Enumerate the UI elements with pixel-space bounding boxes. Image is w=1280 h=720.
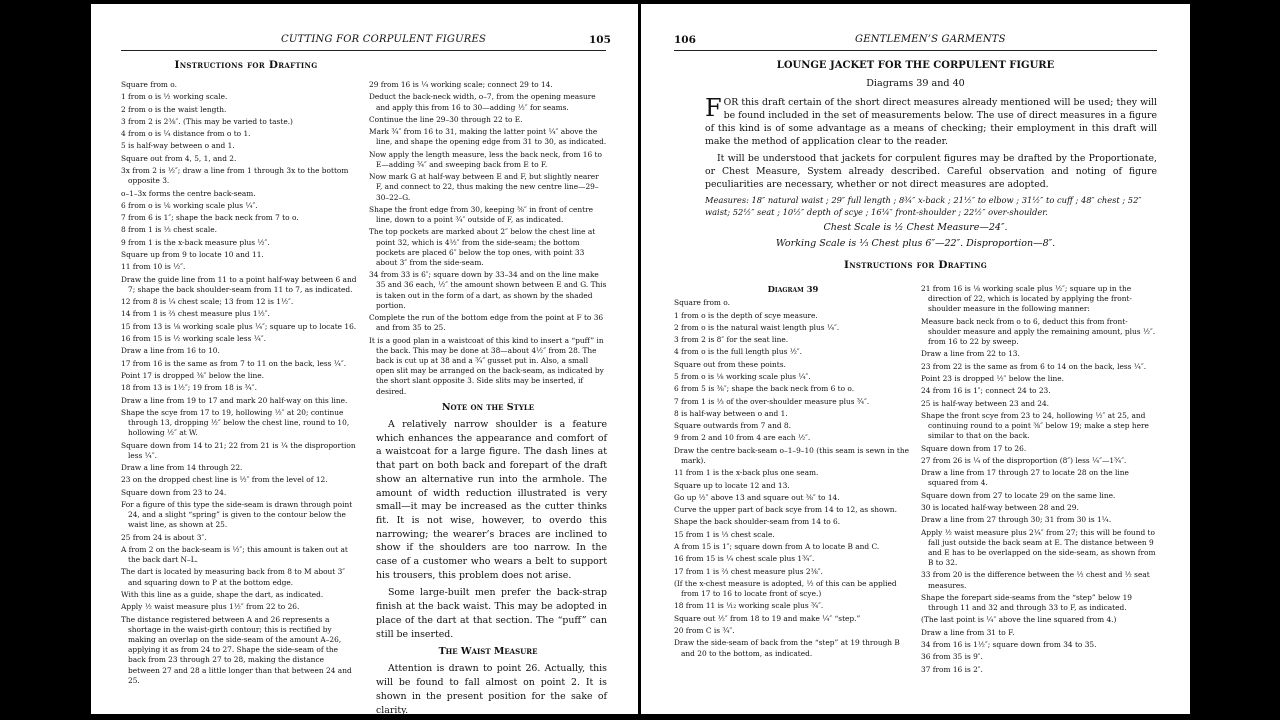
instruction-step: 17 from 16 is the same as from 7 to 11 on the back, less ¼″. [121,358,347,368]
instruction-step: Draw the centre back-seam o–1–9–10 (this seam is sewn in the mark). [674,445,909,465]
instruction-step: Shape the forepart side-seams from the “step” below 19 through 11 and 32 and through 33 to F, as indicated. [921,592,1132,613]
instruction-step: Draw the guide line from 11 to a point half-way between 6 and 7; shape the back shoulder-seam from 11 to 7, as indicated. [121,274,357,294]
instruction-step: Square from o. [121,80,177,89]
waist-body [369,662,607,714]
instruction-step: 8 from 1 is ⅓ chest scale. [121,225,218,235]
page-number: 106 [674,34,696,46]
instruction-step: 15 from 13 is ⅛ working scale plus ¼″; square up to locate 16. [121,321,357,331]
right-instructions-column-1 [674,284,912,661]
instruction-step: Point 17 is dropped ⅜″ below the line. [121,370,264,380]
left-instructions-column-1 [121,80,358,688]
instruction-step: 9 from 2 and 10 from 4 are each ½″. [674,433,811,443]
instruction-step: Draw a line from 31 to F. [921,627,1015,637]
diagram-heading: Diagram 39 [767,284,819,294]
running-head: GENTLEMEN’S GARMENTS [855,34,1006,45]
instruction-step: 3 from 2 is 2⅜″. (This may be varied to taste.) [121,116,293,126]
instruction-step: Point 23 is dropped ½″ below the line. [921,374,1064,383]
instruction-step: Measure back neck from o to 6, deduct this from front-shoulder measure and apply the remaining amount, plus ½″. from 16 to 22 by sweep. [921,316,1156,347]
instruction-step: With this line as a guide, shape the dart, as indicated. [121,589,324,599]
instruction-step: The distance registered between A and 26 represents a shortage in the waist-girth contour; this is rectified by making an overlap on the side-seam of the amount A–26, applying it as from 24 to 27. Shape the side-seam of the back from 23 through 27 to 28, making the distance between 27 and 28 a little longer than that between 24 and 25. [121,614,352,685]
instruction-step: A from 2 on the back-seam is ½″; this amount is taken out at the back dart N–L. [121,544,348,565]
instruction-step: Square down from 14 to 21; 22 from 21 is ¼ the disproportion less ¼″. [121,440,356,460]
instruction-step: Shape the scye from 17 to 19, hollowing ½″ at 20; continue through 13, dropping ½″ below the chest line, round to 10, hollowing ½″ at W. [121,407,350,438]
running-head: CUTTING FOR CORPULENT FIGURES [281,34,486,45]
instruction-step: 14 from 1 is ⅔ chest measure plus 1½″. [121,309,270,319]
instruction-step: 18 from 11 is ¹⁄₁₂ working scale plus ¾″. [674,601,824,611]
instruction-step: Shape the back shoulder-seam from 14 to 6. [674,517,841,527]
instruction-step: 36 from 35 is 9″. [921,652,983,662]
instruction-step: 2 from o is the waist length. [121,104,227,114]
instruction-step: 20 from C is ¾″. [674,626,735,636]
working-scale: Working Scale is ⅓ Chest plus 6″—22″. Disproportion—8″. [775,238,1056,249]
instruction-step: Square outwards from 7 and 8. [674,421,791,431]
instruction-step: 7 from 6 is 1″; shape the back neck from 7 to o. [121,213,299,223]
instruction-step: Continue the line 29–30 through 22 to E. [369,114,523,124]
instruction-step: 25 is half-way between 23 and 24. [921,398,1050,408]
instruction-step: 21 from 16 is ⅛ working scale plus ½″; square up in the direction of 22, which is located by applying the front-shoulder measure in the following manner: [921,284,1132,314]
instruction-step: Draw the side-seam of back from the “step” at 19 through B and 20 to the bottom, as indicated. [674,638,900,658]
instruction-step: Apply ½ waist measure plus 2¼″ from 27; this will be found to fall just outside the back seam at E. The distance between 9 and E has to be overlapped on the side-seam, as shown from B to 32. [921,527,1156,568]
instruction-step: Draw a line from 27 through 30; 31 from 30 is 1¼. [921,515,1112,525]
drop-cap: F [705,94,722,122]
instruction-step: Mark ¾″ from 16 to 31, making the latter point ¼″ above the line, and shape the opening edge from 31 to 30, as indicated. [369,127,607,147]
instruction-step: (If the x-chest measure is adopted, ½ of this can be applied from 17 to 16 to locate front of scye.) [674,578,897,599]
intro [705,96,1157,195]
instruction-step: Square out ½″ from 18 to 19 and make ¼″ “step.” [674,613,861,623]
instruction-step: 16 from 15 is ½ working scale less ¼″. [121,334,266,344]
instruction-step: 33 from 20 is the difference between the ½ chest and ½ seat measures. [921,570,1150,590]
right-page [641,4,1190,714]
instruction-step: 3 from 2 is 8″ for the seat line. [674,335,789,345]
page-title: LOUNGE JACKET FOR THE CORPULENT FIGURE [776,60,1055,71]
page-number: 105 [589,34,611,46]
instruction-step: 25 from 24 is about 3″. [121,532,207,542]
instruction-step: The dart is located by measuring back from 8 to M about 3″ and squaring down to P at the bottom edge. [121,567,346,587]
instruction-step: Draw a line from 16 to 10. [121,346,220,356]
instruction-step: Draw a line from 14 through 22. [121,463,243,473]
instruction-step: 6 from o is ⅙ working scale plus ¼″. [121,200,258,210]
instruction-step: 11 from 10 is ½″. [121,262,186,272]
intro-paragraph-1: FOR this draft certain of the short direct measures already mentioned will be used; they will be found included in the set of measurements below. The use of direct measures in a figure of this kind is of some advantage as a means of checking; their employment in this draft will make the method of application clear to the reader. [705,94,1157,147]
instruction-step: Square up to locate 12 and 13. [674,480,790,490]
waist-heading: The Waist Measure [438,646,538,658]
header-rule [121,50,606,51]
instruction-step: 17 from 1 is ⅔ chest measure plus 2⅜″. [674,566,823,576]
instruction-step: 5 is half-way between o and 1. [121,141,235,151]
instruction-step: 23 on the dropped chest line is ½″ from the level of 12. [121,475,328,485]
instruction-step: Square from o. [674,298,730,308]
instruction-step: Square out from 4, 5, 1, and 2. [121,153,237,163]
instruction-step: Now mark G at half-way between E and F, but slightly nearer F, and connect to 22, thus making the new centre line—29–30–22–G. [369,172,599,202]
instruction-step: Draw a line from 17 through 27 to locate 28 on the line squared from 4. [921,468,1129,488]
instruction-step: 34 from 33 is 6″; square down by 33–34 and on the line make 35 and 36 each, ½″ the amount shown between E and G. This is taken out in the form of a dart, as shown by the shaded portion. [369,270,607,310]
instruction-step: Complete the run of the bottom edge from the point at F to 36 and from 35 to 25. [369,313,604,333]
instruction-step: 4 from o is ¼ distance from o to 1. [121,129,251,139]
instruction-step: Square down from 27 to locate 29 on the same line. [921,490,1116,500]
instruction-step: It is a good plan in a waistcoat of this kind to insert a “puff” in the back. This may be done at 38—about 4½″ from 28. The back is cut up at 38 and a ¾″ gusset put in. Also, a small open slit may be arranged on the back-seam, as indicated by the short slant opposite 3. Side slits may be inserted, if desired. [369,335,604,396]
left-page [91,4,638,714]
right-instructions-column-2 [921,284,1157,677]
note-body [369,418,607,641]
instruction-step: The top pockets are marked about 2″ below the chest line at point 32, which is 4½″ from the side-seam; the bottom pockets are placed 6″ below the top ones, with point 33 about 3″ from the side-seam. [369,227,596,267]
note-paragraph: A relatively narrow shoulder is a feature which enhances the appearance and comfort of a waistcoat for a large figure. The dash lines at that part on both back and forepart of the draft show an alternative run into the armhole. The amount of width reduction illustrated is very small—it may be increased as the cutter thinks fit. It is not wise, however, to overdo this narrowing; the wearer’s braces are inclined to show if the shoulders are too narrow. In the case of a customer who wears a belt to support his trousers, this problem does not arise. [376,419,607,581]
instruction-step: 9 from 1 is the x-back measure plus ½″. [121,237,270,247]
section-heading: Instructions for Drafting [844,259,987,271]
instruction-step: For a figure of this type the side-seam is drawn through point 24, and a slight “spring” is given to the contour below the waist line, as shown at 25. [121,499,353,530]
instruction-step: 6 from 5 is ⅜″; shape the back neck from 6 to o. [674,384,855,394]
instruction-step: 12 from 8 is ¼ chest scale; 13 from 12 is 1½″. [121,297,294,307]
instruction-step: 37 from 16 is 2″. [921,664,983,674]
instruction-step: 8 is half-way between o and 1. [674,408,788,418]
instruction-step: 24 from 16 is 1″; connect 24 to 23. [921,386,1051,396]
chest-scale: Chest Scale is ½ Chest Measure—24″. [823,222,1008,233]
instruction-step: Deduct the back-neck width, o–7, from the opening measure and apply this from 16 to 30—adding ½″ for seams. [369,92,596,112]
instruction-step: 5 from o is ⅛ working scale plus ¼″. [674,371,811,381]
instruction-step: 7 from 1 is ⅓ of the over-shoulder measure plus ¾″. [674,396,870,406]
instruction-step: 34 from 16 is 1½″; square down from 34 to 35. [921,640,1097,650]
note-paragraph: Some large-built men prefer the back-strap finish at the back waist. This may be adopted in place of the dart at that section. The “puff” can still be inserted. [376,587,607,640]
column-1-steps [674,298,912,659]
instruction-step: Square down from 17 to 26. [921,443,1027,453]
header-rule [674,50,1157,51]
instruction-step: Square down from 23 to 24. [121,487,227,497]
instruction-step: Go up ½″ above 13 and square out ⅜″ to 14. [674,492,840,502]
instruction-step: 16 from 15 is ¼ chest scale plus 1¾″. [674,554,815,564]
instruction-step: Shape the front scye from 23 to 24, hollowing ½″ at 25, and continuing round to a point ⅜″ below 19; make a step here similar to that on the back. [921,410,1149,441]
instruction-step: Square out from these points. [674,359,786,369]
instruction-step: 23 from 22 is the same as from 6 to 14 on the back, less ¼″. [921,361,1147,371]
waist-paragraph: Attention is drawn to point 26. Actually, this will be found to fall almost on point 2. It is shown in the present position for the sake of clarity. [376,663,607,714]
instruction-step: o–1–3x forms the centre back-seam. [121,188,256,198]
note-heading: Note on the Style [441,401,535,413]
instruction-step: 4 from o is the full length plus ½″. [674,347,803,357]
column-2-steps [369,80,607,397]
instruction-step: Draw a line from 19 to 17 and mark 20 half-way on this line. [121,395,348,405]
section-heading: Instructions for Drafting [174,59,318,71]
left-instructions-column-2 [369,80,607,714]
instruction-step: Shape the front edge from 30, keeping ⅜″ in front of centre line, down to a point ¾″ outside of F, as indicated. [369,204,594,224]
instruction-step: Apply ½ waist measure plus 1½″ from 22 to 26. [121,602,300,612]
instruction-step: A from 15 is 1″; square down from A to locate B and C. [674,542,880,552]
instruction-step: Now apply the length measure, less the back neck, from 16 to E—adding ¾″ and sweeping back from E to F. [369,149,602,169]
instruction-step: Square up from 9 to locate 10 and 11. [121,250,264,260]
instruction-step: 27 from 26 is ¼ of the disproportion (8″) less ¼″—1¾″. [921,455,1127,465]
instruction-step: Draw a line from 22 to 13. [921,349,1020,359]
instruction-step: Curve the upper part of back scye from 14 to 12, as shown. [674,505,897,515]
instruction-step: 2 from o is the natural waist length plus ¼″. [674,322,840,332]
page-subtitle: Diagrams 39 and 40 [866,78,965,89]
instruction-step: 1 from o is the depth of scye measure. [674,310,818,320]
instruction-step: (The last point is ¼″ above the line squared from 4.) [921,615,1117,625]
measures-line: Measures: 18″ natural waist ; 29″ full length ; 8¾″ x-back ; 21½″ to elbow ; 31½″ to cuff ; 48″ chest ; 52″ waist; 52½″ seat ; 10½″ depth of scye ; 16¼″ front-shoulder ; 22½″ over-shoulder. [705,195,1142,217]
instruction-step: 30 is located half-way between 28 and 29. [921,502,1079,512]
instruction-step: 1 from o is ½ working scale. [121,92,228,102]
intro-paragraph-2: It will be understood that jackets for corpulent figures may be drafted by the Proportionate, or Chest Measure, System already described. Careful observation and noting of figure peculiarities are necessary, whether or not direct measures are adopted. [705,153,1157,190]
instruction-step: 18 from 13 is 1½″; 19 from 18 is ¾″. [121,383,257,393]
instruction-step: 3x from 2 is ½″; draw a line from 1 through 3x to the bottom opposite 3. [121,166,349,186]
instruction-step: 29 from 16 is ¼ working scale; connect 29 to 14. [369,80,553,89]
instruction-step: 11 from 1 is the x-back plus one seam. [674,468,819,478]
instruction-step: 15 from 1 is ⅓ chest scale. [674,529,775,539]
